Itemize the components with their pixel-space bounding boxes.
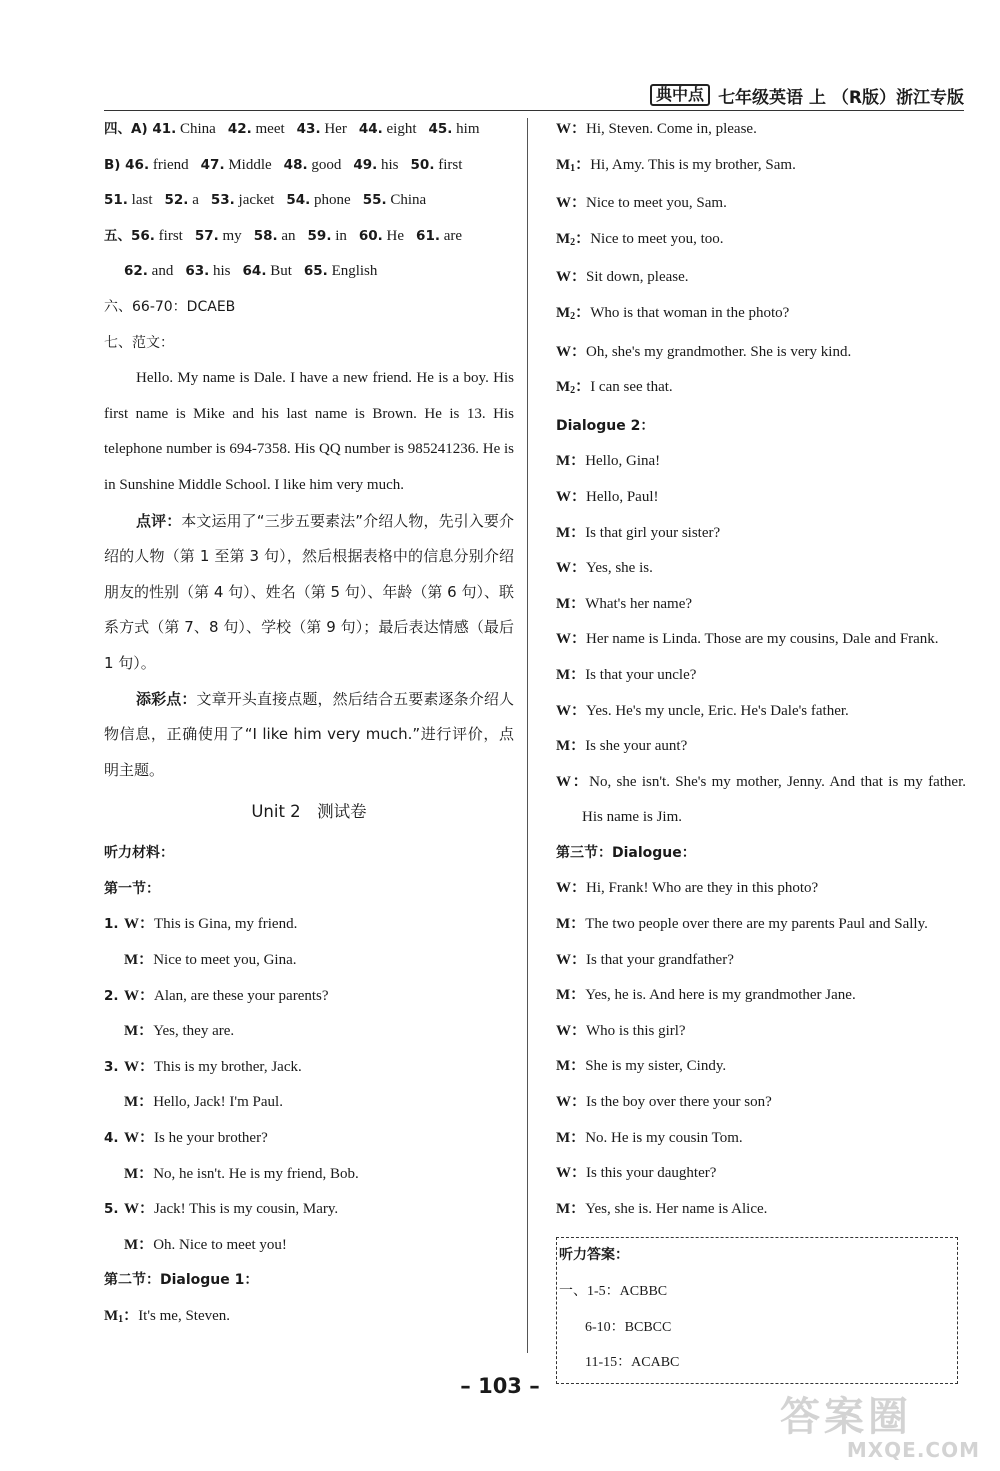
answer-item: 57. my	[194, 227, 242, 244]
dialogue-line	[556, 1121, 966, 1157]
speaker: M：	[556, 524, 586, 541]
speaker: M：	[124, 952, 154, 969]
answer-item: B) 46. friend	[104, 156, 189, 173]
utterance: Is she your aunt?	[585, 738, 688, 755]
utterance: The two people over there are my parents Paul and Sally.	[585, 916, 928, 933]
book-title: 七年级英语 上 （R版）浙江专版	[718, 87, 964, 108]
utterance: Jack! This is my cousin, Mary.	[154, 1201, 339, 1218]
dialogue-line: 5. W：Jack! This is my cousin, Mary.	[104, 1201, 339, 1218]
comment-label: 点评：	[136, 511, 182, 530]
answer-item: 63. his	[185, 263, 231, 280]
utterance: Sit down, please.	[586, 269, 689, 286]
answer-item: 50. first	[410, 156, 463, 173]
answer-item: 四、A) 41. China	[104, 121, 216, 137]
dialogue-line: 4. W：Is he your brother?	[104, 1130, 268, 1147]
dialogue-line	[556, 1156, 966, 1192]
utterance: Nice to meet you, Gina.	[153, 952, 297, 969]
utterance: Yes, he is. And here is my grandmother Jane.	[585, 987, 856, 1004]
answer-item: 53. jacket	[210, 192, 275, 209]
answer-item: 49. his	[353, 156, 399, 173]
dialogue-line	[104, 1157, 514, 1193]
answer-item: 65. English	[303, 263, 378, 280]
speaker: M：	[556, 1129, 586, 1146]
q6-answer: 六、66-70：DCAEB	[104, 298, 236, 315]
utterance: Nice to meet you, Sam.	[586, 195, 727, 212]
listening-title: 听力材料：	[104, 845, 174, 862]
answer-row	[104, 219, 514, 255]
utterance: She is my sister, Cindy.	[585, 1058, 727, 1075]
utterance: Who is that woman in the photo?	[590, 304, 790, 321]
utterance: Hello, Gina!	[585, 453, 661, 470]
dialogue-line	[556, 1049, 966, 1085]
dialogue-line	[104, 1228, 514, 1264]
utterance: No, she isn't. She's my mother, Jenny. And that is my father. His name is Jim.	[582, 773, 966, 826]
dialogue-line	[556, 444, 966, 480]
column-divider	[527, 118, 528, 1353]
dialogue-line	[556, 1014, 966, 1050]
speaker: W：	[556, 702, 587, 719]
speaker: W：	[556, 488, 587, 505]
watermark	[780, 1395, 980, 1465]
speaker: M：	[556, 916, 586, 933]
utterance: No, he isn't. He is my friend, Bob.	[153, 1165, 359, 1182]
speaker: W：	[556, 195, 587, 212]
dialogue-line	[556, 658, 966, 694]
utterance: Hi, Frank! Who are they in this photo?	[586, 880, 819, 897]
utterance: Is this your daughter?	[586, 1165, 717, 1182]
dialogue-line: 2. W：Alan, are these your parents?	[104, 987, 329, 1004]
right-column	[556, 112, 966, 1384]
speaker: W：	[124, 1130, 155, 1147]
speaker: M：	[556, 666, 586, 683]
q7-label: 七、范文：	[104, 334, 174, 351]
utterance: Oh, she's my grandmother. She is very kind.	[586, 343, 852, 360]
utterance: This is my brother, Jack.	[154, 1058, 302, 1075]
section2-title: 第二节：Dialogue 1：	[104, 1272, 259, 1289]
dialogue-line	[556, 871, 966, 907]
speaker: M：	[556, 595, 586, 612]
utterance: Is that girl your sister?	[585, 524, 721, 541]
book-logo: 典中点	[650, 84, 710, 106]
utterance: What's her name?	[585, 595, 693, 612]
dialogue-line	[556, 516, 966, 552]
dialogue-line	[104, 943, 514, 979]
speaker: W：	[556, 343, 587, 360]
speaker: W：	[556, 631, 587, 648]
speaker: M：	[124, 1236, 154, 1253]
section1-dialogues	[104, 907, 514, 1263]
comment-text: 本文运用了“三步五要素法”介绍人物，先引入要介绍的人物（第 1 至第 3 句），然后根据表格中的信息分别介绍朋友的性别（第 4 句）、姓名（第 5 句）、年龄（第 6 句）、联系方式（第 7、8 句）、学校（第 9 句）；最后表达情感（最后 1 句）。	[104, 511, 514, 672]
dialogue-line	[556, 480, 966, 516]
speaker: W：	[556, 880, 587, 897]
speaker: M：	[124, 1165, 154, 1182]
dialogue-line	[104, 1085, 514, 1121]
dialogue-line	[104, 1014, 514, 1050]
dialogue3-lines	[556, 871, 966, 1227]
section3-title: 第三节：Dialogue：	[556, 844, 696, 861]
utterance: Hello, Jack! I'm Paul.	[153, 1094, 283, 1111]
answer-line: 6-10：BCBCC	[585, 1319, 672, 1335]
utterance: No. He is my cousin Tom.	[585, 1129, 743, 1146]
speaker: $M_1$：	[104, 1308, 139, 1325]
answer-item: 55. China	[362, 192, 427, 209]
utterance: Oh. Nice to meet you!	[153, 1236, 287, 1253]
dialogue-line	[104, 1299, 514, 1335]
watermark-bottom: MXQE.COM	[846, 1438, 980, 1462]
speaker: W：	[556, 1022, 587, 1039]
dialogue-line: 1. W：This is Gina, my friend.	[104, 916, 298, 933]
dialogue-line	[556, 907, 966, 943]
utterance: Yes, she is. Her name is Alice.	[585, 1200, 768, 1217]
answer-row	[104, 112, 514, 148]
answer-item: 43. Her	[296, 121, 347, 137]
dialogue-line	[556, 260, 966, 296]
speaker: W：	[124, 1058, 155, 1075]
speaker: $M_1$：	[556, 156, 591, 174]
answer-item: 58. an	[253, 227, 296, 244]
utterance: Hi, Steven. Come in, please.	[586, 121, 757, 137]
answer-line: 一、1-5：ACBBC	[559, 1284, 668, 1299]
answer-item: 51. last	[104, 192, 153, 209]
answer-item: 61. are	[416, 227, 463, 244]
answer-item: 47. Middle	[200, 156, 272, 173]
utterance: Nice to meet you, too.	[590, 230, 724, 247]
speaker: M：	[556, 453, 586, 470]
speaker: W：	[556, 560, 587, 577]
answer-list	[104, 112, 514, 290]
answer-item: 59. in	[307, 227, 347, 244]
dialogue-line: 3. W：This is my brother, Jack.	[104, 1058, 302, 1075]
utterance: Alan, are these your parents?	[154, 987, 329, 1004]
dialogue-line	[556, 1085, 966, 1121]
dialogue-line	[556, 729, 966, 765]
dialogue2-title: Dialogue 2：	[556, 417, 655, 434]
speaker: $M_2$：	[556, 379, 591, 397]
watermark-top: 答案圈	[780, 1394, 912, 1440]
dialogue-line	[556, 335, 966, 371]
speaker: M：	[556, 1200, 586, 1217]
highlight-paragraph	[104, 682, 514, 789]
section1-title: 第一节：	[104, 880, 160, 897]
dialogue-line	[556, 186, 966, 222]
page-number: – 103 –	[460, 1374, 540, 1398]
answer-item: 60. He	[358, 227, 405, 244]
dialogue-line	[556, 551, 966, 587]
dialogue-line	[556, 587, 966, 623]
dialogue-line	[556, 112, 966, 148]
speaker: M：	[556, 1058, 586, 1075]
dialogue-line	[556, 148, 966, 187]
dialogue-line	[556, 694, 966, 730]
speaker: $M_2$：	[556, 230, 591, 248]
answer-line: 11-15：ACABC	[585, 1355, 680, 1371]
speaker: W：	[556, 1165, 587, 1182]
utterance: It's me, Steven.	[138, 1308, 231, 1324]
utterance: Who is this girl?	[586, 1022, 686, 1039]
speaker: M：	[556, 738, 586, 755]
answer-item: 54. phone	[286, 192, 351, 209]
answer-box-title: 听力答案：	[559, 1247, 629, 1264]
speaker: M：	[124, 1094, 154, 1111]
speaker: W：	[556, 773, 590, 790]
answer-item: 45. him	[428, 121, 480, 137]
answer-item: 42. meet	[227, 121, 285, 137]
utterance: Is he your brother?	[154, 1130, 268, 1147]
unit-title: Unit 2 测试卷	[251, 802, 367, 822]
utterance: Yes, they are.	[153, 1023, 235, 1040]
speaker: M：	[124, 1023, 154, 1040]
utterance: Yes, she is.	[586, 560, 653, 577]
answer-item: 52. a	[164, 192, 199, 209]
utterance: Is that your uncle?	[585, 666, 697, 683]
utterance: Is that your grandfather?	[586, 951, 734, 968]
utterance: Her name is Linda. Those are my cousins, Dale and Frank.	[586, 631, 939, 648]
model-essay: Hello. My name is Dale. I have a new friend. He is a boy. His first name is Mike and his last name is Brown. He is 13. His telephone number is 694-7358. His QQ number is 985241236. He is in Sunshine Middle School. I like him very much.	[104, 370, 514, 493]
answer-row	[104, 148, 514, 184]
dialogue-line	[556, 622, 966, 658]
dialogue-line	[556, 978, 966, 1014]
answer-item: 五、56. first	[104, 227, 183, 244]
dialogue-line	[556, 370, 966, 409]
dialogue-line	[556, 296, 966, 335]
utterance: Hi, Amy. This is my brother, Sam.	[590, 156, 796, 173]
answer-item: 64. But	[242, 263, 292, 280]
utterance: Is the boy over there your son?	[586, 1094, 772, 1111]
dialogue1-lines	[556, 112, 966, 409]
dialogue2-lines	[556, 444, 966, 836]
speaker: W：	[124, 916, 155, 933]
utterance: I can see that.	[590, 379, 673, 396]
answer-row	[104, 183, 514, 219]
listening-answer-box	[556, 1237, 958, 1383]
speaker: M：	[556, 987, 586, 1004]
speaker: W：	[124, 1201, 155, 1218]
speaker: W：	[124, 987, 155, 1004]
highlight-label: 添彩点：	[136, 689, 197, 708]
answer-item: 48. good	[283, 156, 342, 173]
speaker: W：	[556, 121, 587, 137]
left-column	[104, 112, 514, 1335]
highlight-text: 文章开头直接点题，然后结合五要素逐条介绍人物信息，正确使用了“I like him very much.”进行评价，点明主题。	[104, 689, 514, 779]
speaker: W：	[556, 269, 587, 286]
page-header	[104, 80, 964, 111]
speaker: W：	[556, 1094, 587, 1111]
dialogue-line	[556, 222, 966, 261]
speaker: $M_2$：	[556, 304, 591, 322]
answer-item: 62. and	[124, 263, 174, 280]
answer-row	[104, 254, 514, 290]
utterance: This is Gina, my friend.	[154, 916, 298, 933]
answer-item: 44. eight	[358, 121, 417, 137]
dialogue-line	[556, 765, 966, 836]
utterance: Yes. He's my uncle, Eric. He's Dale's father.	[586, 702, 849, 719]
utterance: Hello, Paul!	[586, 488, 659, 505]
comment-paragraph	[104, 504, 514, 682]
dialogue-line	[556, 943, 966, 979]
dialogue-line	[556, 1192, 966, 1228]
speaker: W：	[556, 951, 587, 968]
